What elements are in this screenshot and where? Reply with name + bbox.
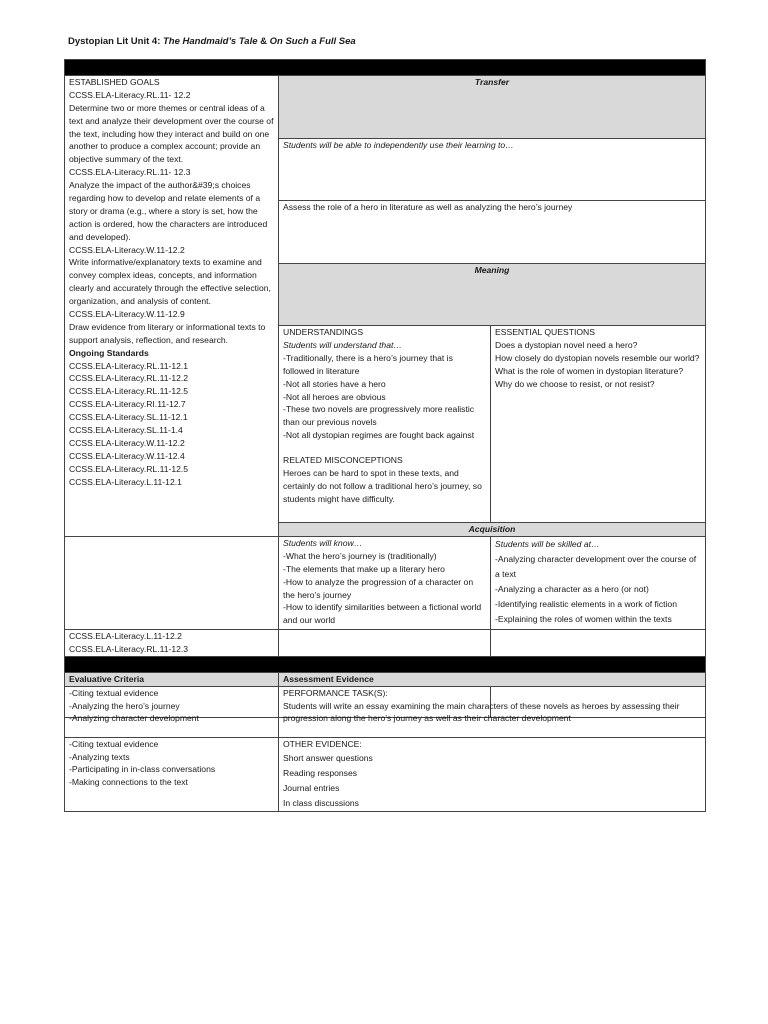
other-evidence-item: Reading responses [283,767,358,778]
understanding-item: -Traditionally, there is a hero’s journey that is followed in literature [283,352,453,376]
criteria-item: -Analyzing texts [69,751,130,762]
understanding-item: -Not all stories have a hero [283,378,386,389]
ongoing-standard: CCSS.ELA-Literacy.W.11-12.4 [69,450,185,461]
assessment-evidence-header: Assessment Evidence [279,672,706,686]
criteria-item: -Participating in in-class conversations [69,764,216,775]
criteria-item: -Analyzing the hero’s journey [69,700,180,711]
criteria-cell-1 [65,686,279,737]
stage2-black-bar [65,656,706,672]
essential-questions-heading: ESSENTIAL QUESTIONS [495,327,595,338]
goal-text: Draw evidence from literary or informational texts to support analysis, reflection, and research. [69,321,266,345]
skilled-lead: Students will be skilled at… [495,539,600,549]
other-evidence-item: In class discussions [283,797,359,808]
other-evidence-cell [279,737,706,811]
misconceptions-heading: RELATED MISCONCEPTIONS [283,455,403,466]
criteria-item: -Making connections to the text [69,777,188,788]
goal-text: Determine two or more themes or central ideas of a text and analyze their development over the course of the text, including how they interact and build on one another to produce a complex account; provide an objective summary of the text. [69,102,274,165]
title-ampersand: & [257,36,270,47]
know-lead: Students will know… [283,538,363,548]
understanding-item: -Not all dystopian regimes are fought back against [283,430,475,441]
other-evidence-item: Journal entries [283,782,340,793]
skilled-item: -Analyzing character development over the course of a text [495,554,697,580]
goal-standard: CCSS.ELA-Literacy.RL.11- 12.2 [69,89,191,100]
know-item: -How to identify similarities between a fictional world and our world [283,602,482,626]
know-item: -How to analyze the progression of a character on the hero’s journey [283,576,474,600]
transfer-lead: Students will be able to independently use their learning to… [283,139,514,150]
essential-question: What is the role of women in dystopian literature? [495,365,684,376]
ongoing-standard: CCSS.ELA-Literacy.W.11-12.2 [69,437,185,448]
ongoing-standard: CCSS.ELA-Literacy.SL.11-1.4 [69,425,183,436]
criteria-item: -Citing textual evidence [69,738,159,749]
stage1-black-bar [65,60,706,76]
stage1-table [64,59,706,718]
stage2-table [64,629,706,812]
skilled-item: -Analyzing a character as a hero (or not) [495,584,649,595]
ongoing-standards-heading: Ongoing Standards [69,347,149,358]
meaning-header: Meaning [279,263,706,326]
skilled-item: -Identifying realistic elements in a work of fiction [495,599,677,610]
performance-heading: PERFORMANCE TASK(S): [283,687,388,698]
ongoing-standard: CCSS.ELA-Literacy.RI.11-12.7 [69,399,186,410]
title-book-1: The Handmaid’s Tale [163,36,258,47]
transfer-goal: Assess the role of a hero in literature as well as analyzing the hero’s journey [283,202,573,213]
goals-heading: ESTABLISHED GOALS [69,77,160,87]
understanding-item: -These two novels are progressively more realistic than our previous novels [283,404,475,428]
essential-question: Does a dystopian novel need a hero? [495,340,638,350]
ongoing-standard: CCSS.ELA-Literacy.RL.11-12.5 [69,386,189,397]
criteria-cell-2 [65,737,279,811]
performance-task-cell [279,686,706,737]
evaluative-criteria-header: Evaluative Criteria [65,672,279,686]
criteria-item: -Analyzing character development [69,713,199,724]
other-evidence-heading: OTHER EVIDENCE: [283,738,362,749]
ongoing-standard: CCSS.ELA-Literacy.RL.11-12.5 [69,463,189,474]
goal-standard: CCSS.ELA-Literacy.W.11-12.2 [69,244,185,255]
essential-question: Why do we choose to resist, or not resist? [495,378,655,389]
continued-standard: CCSS.ELA-Literacy.L.11-12.2 [69,631,182,641]
ongoing-standard: CCSS.ELA-Literacy.L.11-12.1 [69,476,182,487]
transfer-header: Transfer [279,76,706,139]
ongoing-standard: CCSS.ELA-Literacy.RL.11-12.2 [69,373,189,384]
understandings-heading: UNDERSTANDINGS [283,327,364,338]
title-book-2: On Such a Full Sea [269,36,356,47]
understandings-cell [279,326,491,523]
continued-standards-cell [65,630,279,657]
acquisition-header: Acquisition [279,523,706,537]
skilled-item: -Explaining the roles of women within the texts [495,614,672,625]
know-item: -The elements that make up a literary hero [283,563,445,574]
goal-text: Analyze the impact of the author&#39;s choices regarding how to develop and relate elements of a story or drama (e.g., where a story is set, how the action is ordered, how the characters are introduced and developed). [69,180,268,242]
transfer-goal-cell [279,201,706,264]
goal-standard: CCSS.ELA-Literacy.W.11-12.9 [69,309,185,320]
misconceptions-text: Heroes can be hard to spot in these texts, and certainly do not follow a traditional hero’s journey, so students might have difficulty. [283,468,482,504]
understandings-lead: Students will understand that… [283,340,402,350]
ongoing-standard: CCSS.ELA-Literacy.SL.11-12.1 [69,412,188,423]
continued-standard: CCSS.ELA-Literacy.RL.11-12.3 [69,643,189,654]
document-title [68,36,356,47]
know-item: -What the hero’s journey is (traditionally) [283,550,437,561]
established-goals-cell [65,76,279,537]
performance-text: Students will write an essay examining the main characters of these novels as heroes by assessing their progression along the hero’s journey as well as their character development [283,700,680,724]
essential-question: How closely do dystopian novels resemble our world? [495,352,700,363]
essential-questions-cell [491,326,706,523]
title-prefix: Dystopian Lit Unit 4: [68,36,163,47]
goal-text: Write informative/explanatory texts to examine and convey complex ideas, concepts, and information clearly and accurately through the effective selection, organization, and analysis of content. [69,257,271,307]
criteria-item: -Citing textual evidence [69,687,159,698]
goal-standard: CCSS.ELA-Literacy.RL.11- 12.3 [69,167,191,178]
ongoing-standard: CCSS.ELA-Literacy.RL.11-12.1 [69,360,189,371]
understanding-item: -Not all heroes are obvious [283,391,386,402]
transfer-cell [279,138,706,201]
other-evidence-item: Short answer questions [283,752,373,763]
